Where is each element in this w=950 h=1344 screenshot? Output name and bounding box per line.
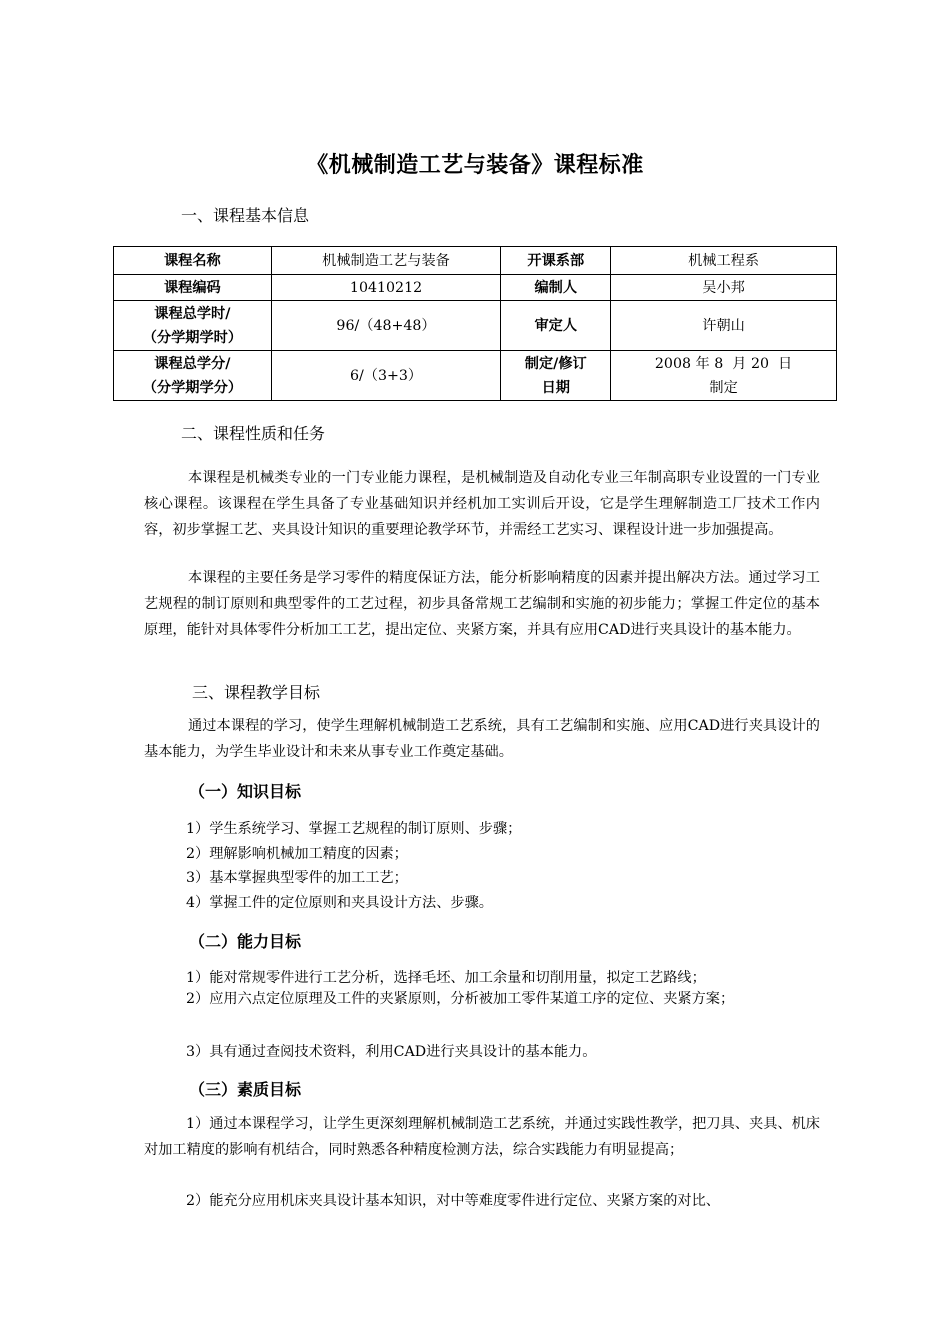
label-line: 课程总学时/ [154,305,231,322]
subheading-ability: （二）能力目标 [189,932,302,951]
label-line: 日期 [541,379,570,396]
table-cell-value [611,351,837,401]
table-cell-value: 6/（3+3） [271,351,501,401]
table-row [114,351,837,401]
document-title: 《机械制造工艺与装备》课程标准 [306,153,644,178]
table-cell-value: 吴小邦 [611,275,837,301]
table-cell-label: 编制人 [501,275,611,301]
table-cell-label: 课程名称 [114,247,272,275]
table-cell-value: 96/（48+48） [271,301,501,351]
course-info-table [113,246,837,401]
table-cell-label: 审定人 [501,301,611,351]
section-heading-basic-info: 一、课程基本信息 [181,206,310,225]
label-line: 制定/修订 [524,355,587,372]
table-cell-label [501,351,611,401]
list-item: 3）具有通过查阅技术资料，利用CAD进行夹具设计的基本能力。 [186,1044,597,1060]
value-line: 2008 年 8 月 20 日 [654,355,793,372]
list-item: 2）能充分应用机床夹具设计基本知识，对中等难度零件进行定位、夹紧方案的对比、 [186,1193,720,1209]
list-item: 4）掌握工件的定位原则和夹具设计方法、步骤。 [186,895,493,911]
paragraph: 通过本课程的学习，使学生理解机械制造工艺系统，具有工艺编制和实施、应用CAD进行夹具设计的基本能力，为学生毕业设计和未来从事专业工作奠定基础。 [144,718,820,760]
table-cell-label [114,351,272,401]
subheading-quality: （三）素质目标 [189,1080,302,1099]
table-row [114,247,837,275]
list-item: 3）基本掌握典型零件的加工工艺； [186,870,408,886]
section-heading-objectives: 三、课程教学目标 [192,683,321,702]
table-cell-value: 机械制造工艺与装备 [271,247,501,275]
list-item: 1）能对常规零件进行工艺分析，选择毛坯、加工余量和切削用量，拟定工艺路线； [186,970,706,986]
table-cell-value: 机械工程系 [611,247,837,275]
table-row [114,301,837,351]
list-item: 2）理解影响机械加工精度的因素； [186,846,408,862]
list-item: 1）学生系统学习、掌握工艺规程的制订原则、步骤； [186,821,522,837]
table-cell-value: 许朝山 [611,301,837,351]
list-item: 2）应用六点定位原理及工件的夹紧原则，分析被加工零件某道工序的定位、夹紧方案； [186,991,735,1007]
paragraph: 本课程是机械类专业的一门专业能力课程，是机械制造及自动化专业三年制高职专业设置的一门专业核心课程。该课程在学生具备了专业基础知识并经机加工实训后开设，它是学生理解制造工厂技术工作内容，初步掌握工艺、夹具设计知识的重要理论教学环节，并需经工艺实习、课程设计进一步加强提高。 [144,470,820,538]
table-cell-label [114,301,272,351]
paragraph: 本课程的主要任务是学习零件的精度保证方法，能分析影响精度的因素并提出解决方法。通过学习工艺规程的制订原则和典型零件的工艺过程，初步具备常规工艺编制和实施的初步能力；掌握工件定位的基本原理，能针对具体零件分析加工工艺，提出定位、夹紧方案，并具有应用CAD进行夹具设计的基本能力。 [144,570,820,638]
list-item: 1）通过本课程学习，让学生更深刻理解机械制造工艺系统，并通过实践性教学，把刀具、夹具、机床对加工精度的影响有机结合，同时熟悉各种精度检测方法，综合实践能力有明显提高； [144,1116,820,1158]
table-row [114,275,837,301]
label-line: （分学期学分） [142,379,243,396]
table-cell-label: 开课系部 [501,247,611,275]
value-line: 制定 [709,379,738,396]
label-line: 课程总学分/ [154,355,231,372]
table-cell-value: 10410212 [271,275,501,301]
label-line: （分学期学时） [142,329,243,346]
section-heading-nature-tasks: 二、课程性质和任务 [181,424,326,443]
table-cell-label: 课程编码 [114,275,272,301]
subheading-knowledge: （一）知识目标 [189,782,302,801]
